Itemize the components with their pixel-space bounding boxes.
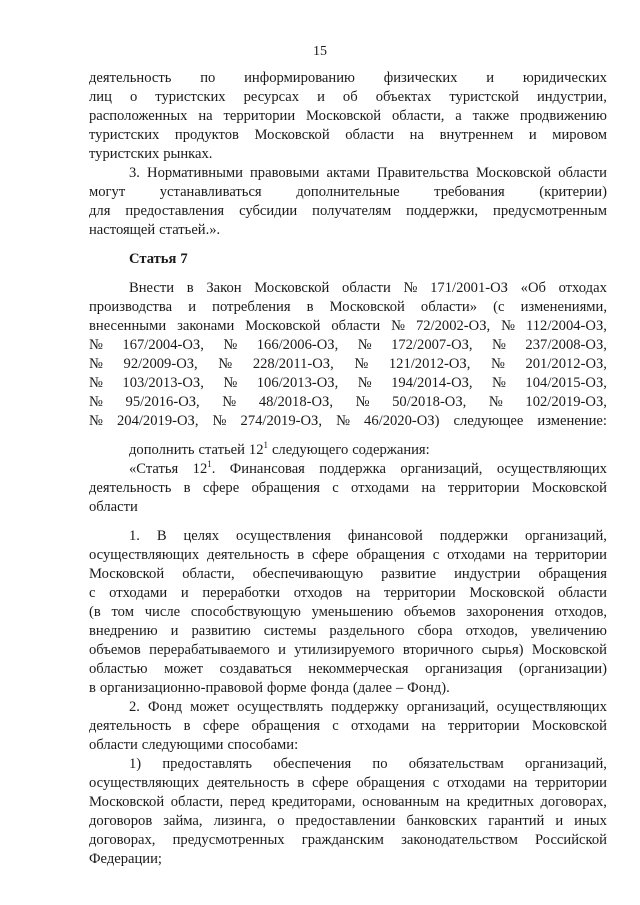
text-line: осуществляющих деятельность в сфере обращения с отходами на территории — [89, 775, 607, 791]
text-line: производства и потребления в Московской области» (с изменениями, — [89, 299, 607, 315]
text-line: области — [89, 499, 138, 515]
text-line: для предоставления субсидии получателям поддержки, предусмотренным — [89, 203, 607, 219]
text-line: Московской области, перед кредиторами, основанным на кредитных договорах, — [89, 794, 607, 810]
page-number: 15 — [313, 44, 327, 59]
text-line: области следующими способами: — [89, 737, 299, 753]
text-line: внесенными законами Московской области № 72/2002-ОЗ, № 112/2004-ОЗ, — [89, 318, 607, 334]
text-line: внедрению и развитию системы раздельного сбора отходов, увеличению — [89, 623, 607, 639]
text-line: дополнить статьей $12^1$ следующего содержания: — [129, 441, 430, 458]
text-line: деятельность в сфере обращения с отходами на территории Московской — [89, 718, 607, 734]
text-line: 1. В целях осуществления финансовой поддержки организаций, — [129, 528, 607, 544]
text-line: № 167/2004-ОЗ, № 166/2006-ОЗ, № 172/2007-ОЗ, № 237/2008-ОЗ, — [89, 337, 607, 353]
text-line: деятельность по информированию физических и юридических — [89, 70, 607, 86]
text-line: Внести в Закон Московской области № 171/2001-ОЗ «Об отходах — [129, 280, 607, 296]
text-line: в организационно-правовой форме фонда (далее – Фонд). — [89, 680, 450, 696]
text-line: областью может создаваться некоммерческая организация (организации) — [89, 661, 607, 677]
text-line: № 95/2016-ОЗ, № 48/2018-ОЗ, № 50/2018-ОЗ, № 102/2019-ОЗ, — [89, 394, 607, 410]
text-line: Московской области, обеспечивающую развитие индустрии обращения — [89, 566, 607, 582]
text-line: туристских рынках. — [89, 146, 213, 162]
text-line: с отходами и переработки отходов на территории Московской области — [89, 585, 607, 601]
text-line: расположенных на территории Московской области, а также продвижению — [89, 108, 607, 124]
article-heading: Статья 7 — [129, 251, 188, 267]
text-line: (в том числе способствующую уменьшению объемов захоронения отходов, — [89, 604, 607, 620]
text-line: настоящей статьей.». — [89, 222, 221, 238]
text-line: № 92/2009-ОЗ, № 228/2011-ОЗ, № 121/2012-ОЗ, № 201/2012-ОЗ, — [89, 356, 607, 372]
text-line: Федерации; — [89, 851, 162, 867]
text-line: № 204/2019-ОЗ, № 274/2019-ОЗ, № 46/2020-ОЗ) следующее изменение: — [89, 413, 607, 429]
text-line: объемов перерабатываемого и утилизируемого вторичного сырья) Московской — [89, 642, 607, 658]
text-line: договорах, предусмотренных гражданским законодательством Российской — [89, 832, 607, 848]
text-line: могут устанавливаться дополнительные требования (критерии) — [89, 184, 607, 200]
text-line: № 103/2013-ОЗ, № 106/2013-ОЗ, № 194/2014-ОЗ, № 104/2015-ОЗ, — [89, 375, 607, 391]
text-line: 1) предоставлять обеспечения по обязательствам организаций, — [129, 756, 607, 772]
text-line: лиц о туристских ресурсах и об объектах туристской индустрии, — [89, 89, 607, 105]
text-line: туристских продуктов Московской области на внутреннем и мировом — [89, 127, 607, 143]
text-line: «Статья $12^1$. Финансовая поддержка организаций, осуществляющих — [129, 460, 607, 477]
text-line: деятельность в сфере обращения с отходами на территории Московской — [89, 480, 607, 496]
text-line: 3. Нормативными правовыми актами Правительства Московской области — [129, 165, 607, 181]
text-line: осуществляющих деятельность в сфере обращения с отходами на территории — [89, 547, 607, 563]
text-line: договоров займа, лизинга, о предоставлении банковских гарантий и иных — [89, 813, 607, 829]
text-line: 2. Фонд может осуществлять поддержку организаций, осуществляющих — [129, 699, 607, 715]
